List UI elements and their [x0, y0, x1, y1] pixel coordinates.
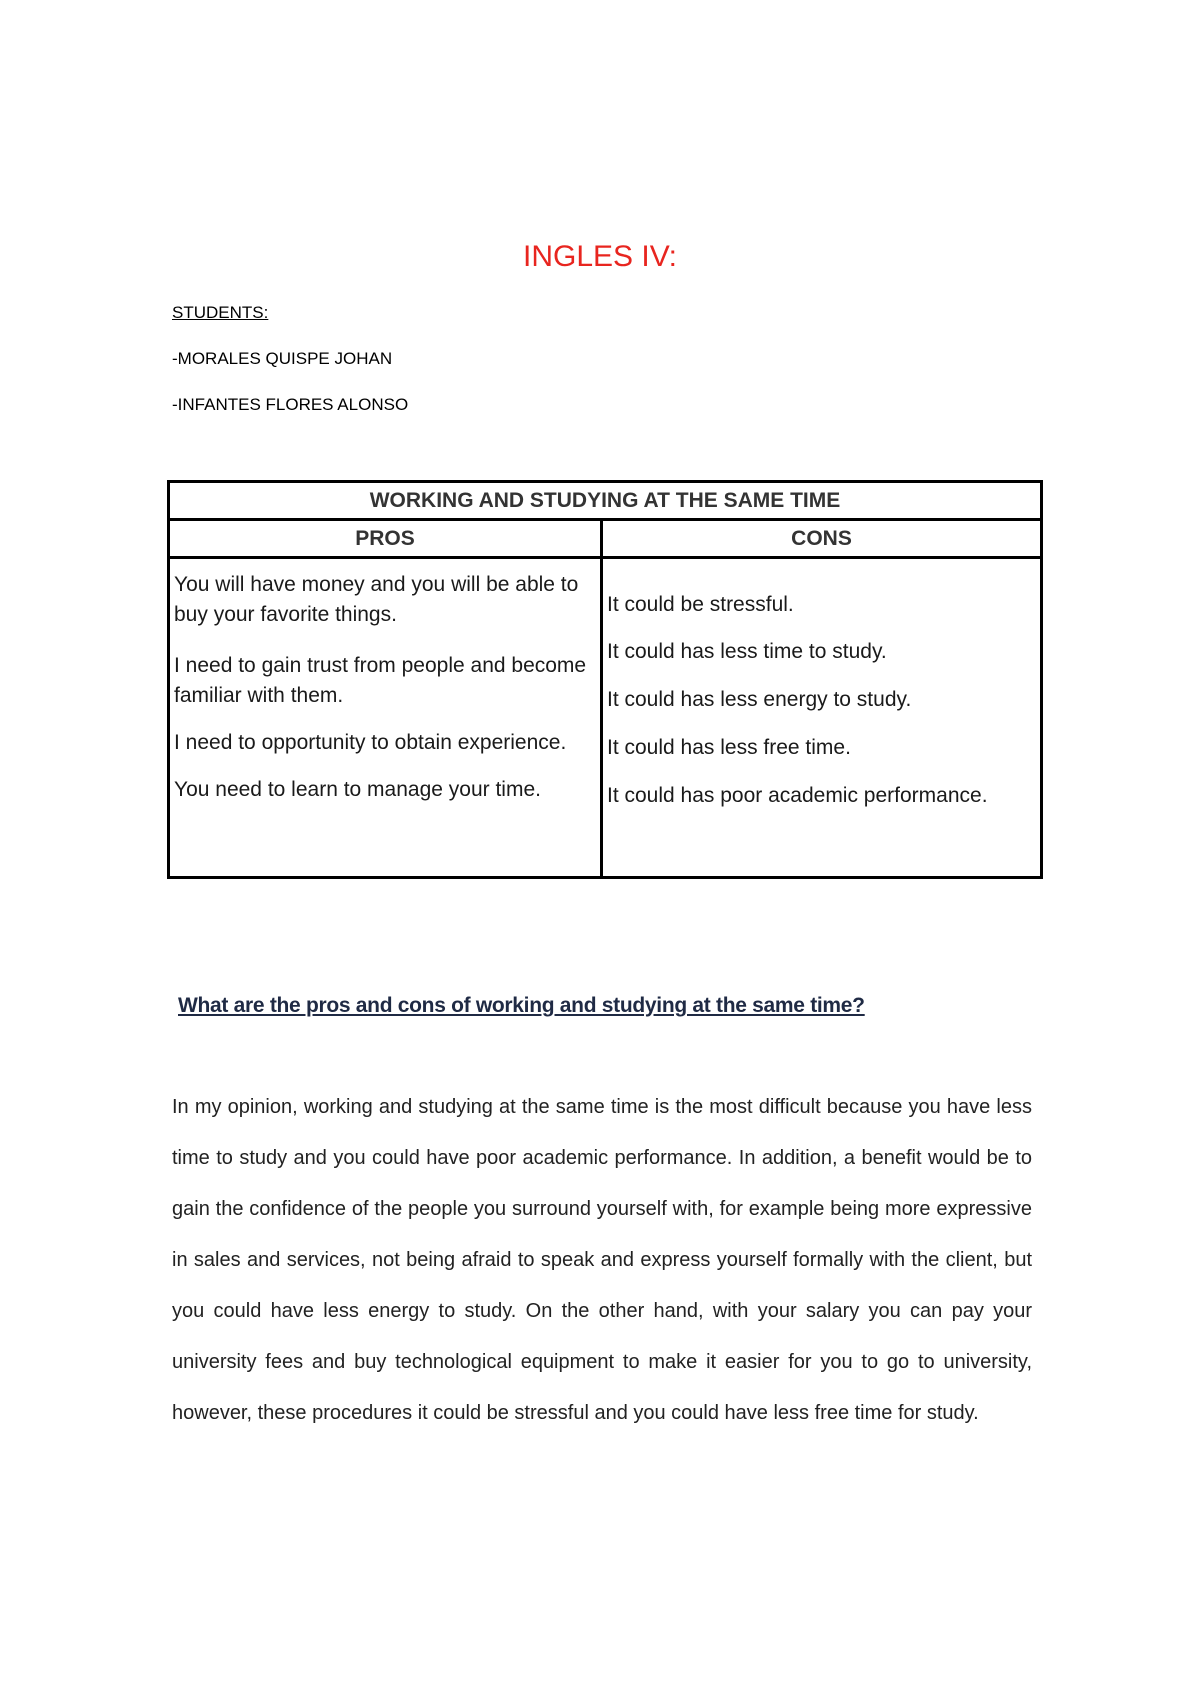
essay-paragraph: In my opinion, working and studying at the same time is the most difficult because you have less time to study and you could have poor academic performance. In addition, a benefit would be to gain the confidence of the people you surround yourself with, for example being more expressive in sales and services, not being afraid to speak and express yourself formally with the client, but you could have less energy to study. On the other hand, with your salary you can pay your university fees and buy technological equipment to make it easier for you to go to university, however, these procedures it could be stressful and you could have less free time for study.: [172, 1096, 1032, 1424]
cons-item: It could has poor academic performance.: [607, 784, 988, 807]
pros-item: You will have money and you will be able to buy your favorite things.: [174, 573, 579, 626]
column-divider: [600, 559, 603, 876]
cons-column-header: CONS: [603, 521, 1040, 559]
essay-question: What are the pros and cons of working and studying at the same time?: [178, 994, 865, 1017]
student-name: -INFANTES FLORES ALONSO: [172, 395, 409, 414]
cons-item: It could has less free time.: [607, 736, 851, 759]
cons-item: It could be stressful.: [607, 593, 794, 616]
pros-item: You need to learn to manage your time.: [174, 778, 541, 801]
table-heading: WORKING AND STUDYING AT THE SAME TIME: [170, 483, 1040, 521]
cons-item: It could has less energy to study.: [607, 688, 912, 711]
pros-item: I need to opportunity to obtain experience.: [174, 731, 567, 754]
students-label: STUDENTS:: [172, 303, 269, 322]
pros-item: I need to gain trust from people and become familiar with them.: [174, 654, 587, 707]
cons-item: It could has less time to study.: [607, 640, 887, 663]
pros-column-header: PROS: [170, 521, 603, 559]
pros-cons-table: [167, 480, 1043, 879]
student-name: -MORALES QUISPE JOHAN: [172, 349, 393, 368]
document-title: INGLES IV:: [523, 240, 677, 273]
